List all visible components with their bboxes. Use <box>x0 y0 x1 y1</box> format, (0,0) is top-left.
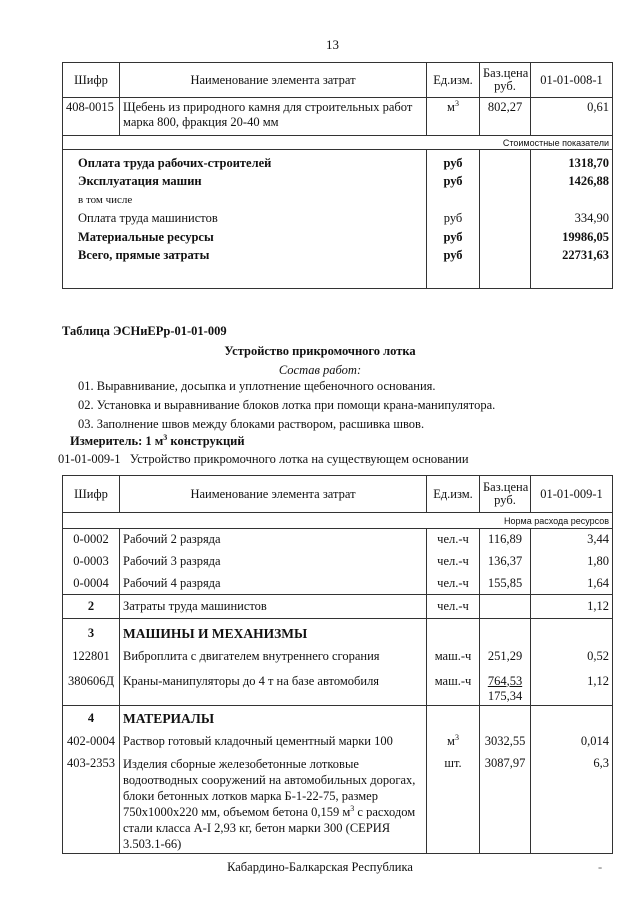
work-item: 02. Установка и выравнивание блоков лотка при помощи крана-манипулятора. <box>78 398 496 412</box>
row-name: Краны-манипуляторы до 4 т на базе автомобиля <box>120 669 427 706</box>
total-row <box>63 248 613 267</box>
header-price: Баз.цена руб. <box>480 476 531 513</box>
row-code: 0-0002 <box>63 529 120 551</box>
row-unit <box>427 730 480 754</box>
row-value: 3,44 <box>531 529 613 551</box>
row-code: 0-0003 <box>63 551 120 573</box>
section-label-row <box>63 136 613 150</box>
meter-label: Измеритель: 1 м <box>70 434 164 448</box>
row-code: 408-0015 <box>63 98 120 136</box>
group-code: 4 <box>63 706 120 730</box>
table-row <box>63 645 613 669</box>
work-item: 03. Заполнение швов между блоками раствором, расшивка швов. <box>78 417 425 431</box>
header-unit: Ед.изм. <box>427 63 480 98</box>
total-value: 19986,05 <box>531 230 613 249</box>
table-row <box>63 98 613 136</box>
row-price: 3087,97 <box>480 754 531 854</box>
cost-table-01-01-008-1 <box>62 62 613 289</box>
section-label: Стоимостные показатели <box>63 136 613 150</box>
total-name: Материальные ресурсы <box>63 230 427 249</box>
row-value: 0,014 <box>531 730 613 754</box>
rate-line-code: 01-01-009-1 <box>58 452 121 466</box>
table-header <box>63 63 613 98</box>
header-name: Наименование элемента затрат <box>120 63 427 98</box>
header-unit: Ед.изм. <box>427 476 480 513</box>
total-row <box>63 174 613 193</box>
total-unit: руб <box>427 156 480 175</box>
total-unit: руб <box>427 230 480 249</box>
row-value: 1,12 <box>531 669 613 706</box>
meter <box>70 434 245 449</box>
row-name: Виброплита с двигателем внутреннего сгорания <box>120 645 427 669</box>
table-row <box>63 529 613 551</box>
header-rate-code: 01-01-009-1 <box>531 476 613 513</box>
section-label-row <box>63 513 613 529</box>
header-code: Шифр <box>63 476 120 513</box>
total-value: 1426,88 <box>531 174 613 193</box>
total-unit: руб <box>427 174 480 193</box>
footer-region: Кабардино-Балкарская Республика <box>227 860 413 874</box>
row-code: 2 <box>63 595 120 619</box>
group-code: 3 <box>63 619 120 645</box>
section-title: Устройство прикромочного лотка <box>224 344 416 358</box>
row-name: Затраты труда машинистов <box>120 595 427 619</box>
meter-sup: 3 <box>163 432 168 442</box>
table-row <box>63 595 613 619</box>
row-value: 6,3 <box>531 754 613 854</box>
total-value: 334,90 <box>531 211 613 230</box>
table-row <box>63 551 613 573</box>
row-value: 0,61 <box>531 98 613 136</box>
row-code: 0-0004 <box>63 573 120 595</box>
row-name: Рабочий 4 разряда <box>120 573 427 595</box>
total-row <box>63 193 613 212</box>
page-number: 13 <box>326 37 339 52</box>
total-unit: руб <box>427 211 480 230</box>
row-value: 0,52 <box>531 645 613 669</box>
total-unit: руб <box>427 248 480 267</box>
header-code: Шифр <box>63 63 120 98</box>
header-name: Наименование элемента затрат <box>120 476 427 513</box>
unit-text: м <box>447 100 455 114</box>
total-value: 1318,70 <box>531 156 613 175</box>
meter-rest: конструкций <box>167 434 245 448</box>
row-unit: чел.-ч <box>427 595 480 619</box>
group-header-materials <box>63 706 613 730</box>
group-title: МАШИНЫ И МЕХАНИЗМЫ <box>120 619 427 645</box>
total-name: Эксплуатация машин <box>63 174 427 193</box>
table-header <box>63 476 613 513</box>
table-label: Таблица ЭСНиЕРр-01-01-009 <box>62 324 227 338</box>
header-rate-code: 01-01-008-1 <box>531 63 613 98</box>
row-value: 1,12 <box>531 595 613 619</box>
resource-table-01-01-009-1 <box>62 475 613 854</box>
unit-text: м <box>447 734 455 748</box>
total-row <box>63 156 613 175</box>
header-price: Баз.цена руб. <box>480 63 531 98</box>
row-code: 380606Д <box>63 669 120 706</box>
table-row <box>63 754 613 854</box>
group-header-machines <box>63 619 613 645</box>
row-price: 116,89 <box>480 529 531 551</box>
name-part: Изделия сборные железобетонные лотковые водоотводных сооружений на автомобильных дорогах, блоки бетонных лотков марка Б-1-22-75, размер 750x1000x220 мм, объемом бетона 0,159 м <box>123 756 416 819</box>
works-label: Состав работ: <box>278 363 362 377</box>
row-price: 155,85 <box>480 573 531 595</box>
total-name: Оплата труда рабочих-строителей <box>63 156 427 175</box>
row-name <box>120 754 427 854</box>
row-value: 1,80 <box>531 551 613 573</box>
table-row <box>63 730 613 754</box>
name-part: с расходом стали класса А-I 2,93 кг, бетон марки 300 (СЕРИЯ 3.503.1-66) <box>123 804 416 851</box>
row-unit: чел.-ч <box>427 551 480 573</box>
total-name: Всего, прямые затраты <box>63 248 427 267</box>
table-row <box>63 573 613 595</box>
row-value: 1,64 <box>531 573 613 595</box>
table-row <box>63 669 613 706</box>
row-price <box>480 669 531 706</box>
unit-sup: 3 <box>454 732 459 742</box>
total-row <box>63 211 613 230</box>
row-price: 802,27 <box>480 98 531 136</box>
row-unit: маш.-ч <box>427 645 480 669</box>
row-unit: чел.-ч <box>427 573 480 595</box>
footer-mark: - <box>598 860 603 874</box>
row-name: Щебень из природного камня для строительных работ марка 800, фракция 20-40 мм <box>120 98 427 136</box>
rate-line-name: Устройство прикромочного лотка на существующем основании <box>129 452 469 466</box>
price-alt: 175,34 <box>487 688 523 703</box>
row-code: 122801 <box>63 645 120 669</box>
price-current: 764,53 <box>487 673 523 688</box>
group-title: МАТЕРИАЛЫ <box>120 706 427 730</box>
row-price: 136,37 <box>480 551 531 573</box>
row-unit: чел.-ч <box>427 529 480 551</box>
row-unit: маш.-ч <box>427 669 480 706</box>
rate-line <box>58 452 469 467</box>
row-name: Рабочий 2 разряда <box>120 529 427 551</box>
row-code: 402-0004 <box>63 730 120 754</box>
row-unit: шт. <box>427 754 480 854</box>
row-unit <box>427 98 480 136</box>
row-price: 3032,55 <box>480 730 531 754</box>
total-name: Оплата труда машинистов <box>63 211 427 230</box>
work-item: 01. Выравнивание, досыпка и уплотнение щебеночного основания. <box>78 379 436 393</box>
row-code: 403-2353 <box>63 754 120 854</box>
row-name: Раствор готовый кладочный цементный марки 100 <box>120 730 427 754</box>
total-row <box>63 230 613 249</box>
total-name: в том числе <box>63 193 427 212</box>
total-value: 22731,63 <box>531 248 613 267</box>
name-sup: 3 <box>350 803 355 813</box>
unit-sup: 3 <box>454 98 459 108</box>
section-label: Норма расхода ресурсов <box>63 513 613 529</box>
row-price: 251,29 <box>480 645 531 669</box>
row-name: Рабочий 3 разряда <box>120 551 427 573</box>
